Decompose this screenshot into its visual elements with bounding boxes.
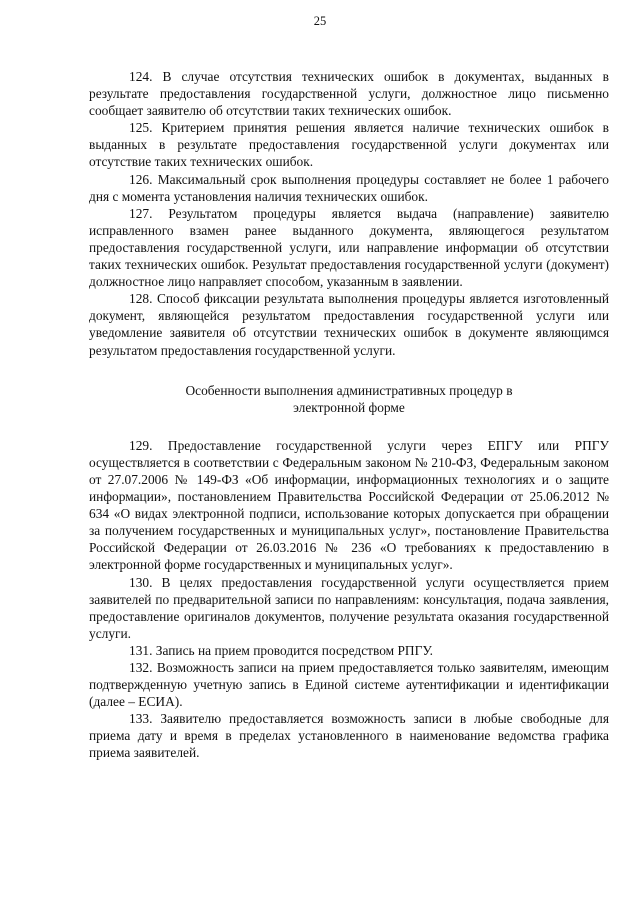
paragraph-132: 132. Возможность записи на прием предоставляется только заявителям, имеющим подтвержденную учетную запись в Единой системе аутентификации и идентификации (далее – ЕСИА).: [89, 660, 609, 710]
paragraph-127: 127. Результатом процедуры является выдача (направление) заявителю исправленного взамен ранее выданного документа, являющегося результатом предоставления государственной услуги, или направление информации об отсутствии таких технических ошибок. Результат предоставления государственной услуги (документ) должностное лицо направляет способом, указанным в заявлении.: [89, 205, 609, 290]
section-heading-line-2: электронной форме: [293, 399, 405, 415]
paragraph-133: 133. Заявителю предоставляется возможность записи в любые свободные для приема дату и время в пределах установленного в наименование ведомства графика приема заявителей.: [89, 711, 609, 761]
paragraph-125: 125. Критерием принятия решения является наличие технических ошибок в выданных в результате предоставления государственной услуги документах или отсутствие таких технических ошибок.: [89, 120, 609, 170]
paragraph-131: 131. Запись на прием проводится посредством РПГУ.: [129, 642, 433, 658]
paragraph-124: 124. В случае отсутствия технических ошибок в документах, выданных в результате предоставления государственной услуги, должностное лицо письменно сообщает заявителю об отсутствии таких технических ошибок.: [89, 69, 609, 119]
paragraph-129: 129. Предоставление государственной услуги через ЕПГУ или РПГУ осуществляется в соответствии с Федеральным законом № 210-ФЗ, Федеральным законом от 27.07.2006 № 149-ФЗ «Об информации, информационных технологиях и о защите информации», постановлением Правительства Российской Федерации от 25.06.2012 № 634 «О видах электронной подписи, использование которых допускается при обращении за получением государственных и муниципальных услуг», постановление Правительства Российской Федерации от 26.03.2016 № 236 «О требованиях к предоставлению в электронной форме государственных и муниципальных услуг».: [89, 437, 609, 573]
paragraph-126: 126. Максимальный срок выполнения процедуры составляет не более 1 рабочего дня с момента установления наличия технических ошибок.: [89, 171, 609, 204]
section-heading-line-1: Особенности выполнения административных процедур в: [185, 382, 513, 398]
paragraph-130: 130. В целях предоставления государственной услуги осуществляется прием заявителей по предварительной записи по направлениям: консультация, подача заявления, предоставление оригиналов документов, получение результата оказания государственной услуги.: [89, 574, 609, 641]
section-heading: [89, 382, 609, 416]
document-body: [89, 68, 609, 762]
paragraph-128: 128. Способ фиксации результата выполнения процедуры является изготовленный документ, являющейся результатом предоставления государственной услуги или уведомление заявителя об отсутствии технических ошибок в документе являющимся результатом предоставления государственной услуги.: [89, 291, 609, 358]
page-number: 25: [313, 14, 327, 28]
